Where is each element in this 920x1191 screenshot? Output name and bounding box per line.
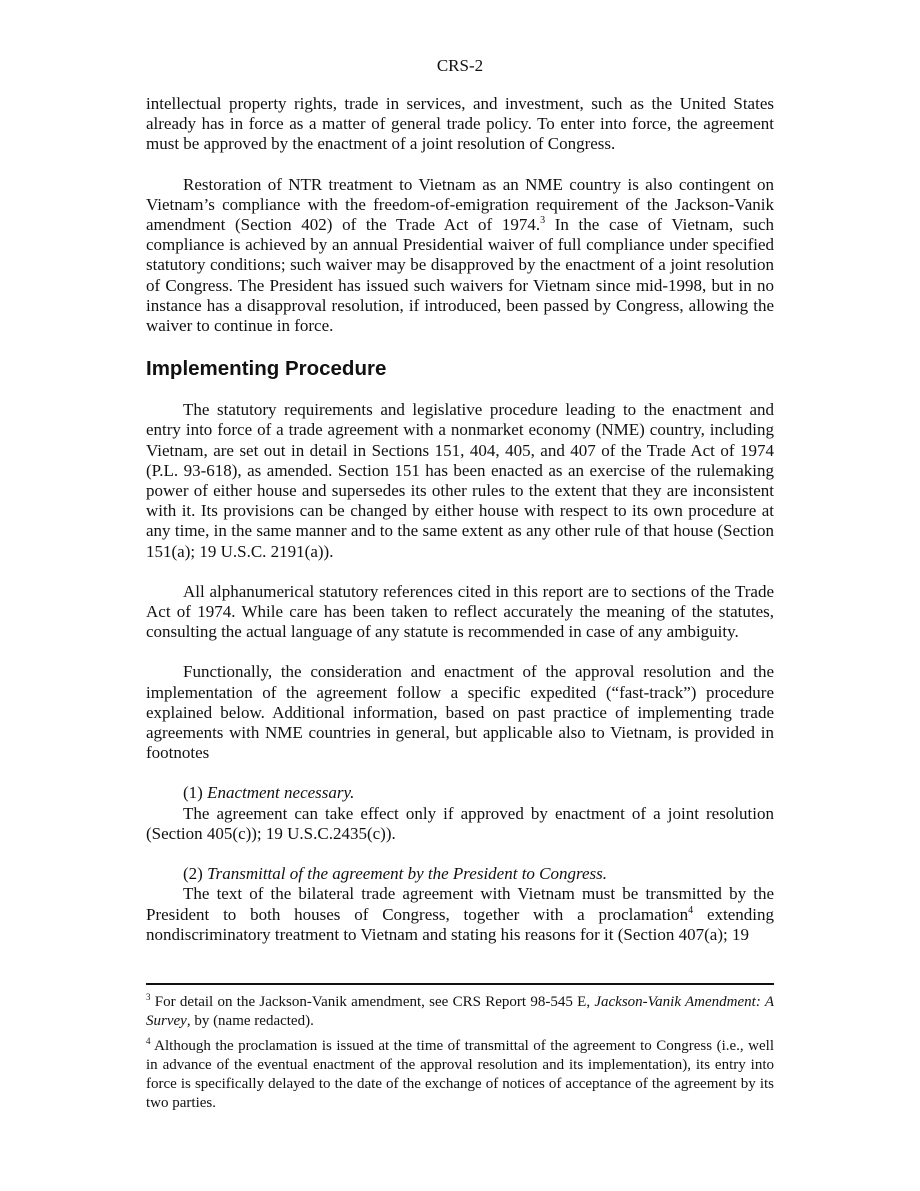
item-1-heading [146,783,774,803]
page-body [146,55,774,945]
footnote-text: , by (name redacted). [186,1013,314,1029]
footnote-reference-4[interactable]: 4 [688,904,694,916]
paragraph-continuation: intellectual property rights, trade in services, and investment, such as the United States already has in force as a matter of general trade policy. To enter into force, the agreement must be approved by the enactment of a joint resolution of Congress. [146,94,774,154]
paragraph-text: In the case of Vietnam, such compliance is achieved by an annual Presidential waiver of full compliance under specified statutory conditions; such waiver may be disapproved by the enactment of a joint resolution of Congress. The President has issued such waivers for Vietnam since mid-1998, but in no instance has a disapproval resolution, if introduced, been passed by Congress, allowing the waiver to continue in force. [146,215,774,336]
footnote-text: Although the proclamation is issued at the time of transmittal of the agreement to Congress (i.e., well in advance of the eventual enactment of the approval resolution and its implementation), its entry into force is specifically delayed to the date of the exchange of notices of acceptance of the agreement by its two parties. [146,1038,774,1111]
item-title: Transmittal of the agreement by the President to Congress. [207,864,608,884]
item-number: (2) [183,864,208,884]
section-heading: Implementing Procedure [146,357,387,381]
footnote-text: For detail on the Jackson-Vanik amendment, see CRS Report 98-545 E, [150,994,595,1010]
paragraph-text: Restoration of NTR treatment to Vietnam as an NME country is also contingent on Vietnam’s compliance with the freedom-of-emigration requirement of the Jackson-Vanik amendment (Section 402) of the Trade Act of 1974. [146,174,774,235]
item-number: (1) [183,783,208,803]
paragraph-references: All alphanumerical statutory references cited in this report are to sections of the Trade Act of 1974. While care has been taken to reflect accurately the meaning of the statutes, consulting the actual language of any statute is recommended in case of any ambiguity. [146,581,774,642]
footnote-4 [146,1037,774,1113]
item-2-heading [146,864,774,884]
item-2-text [146,884,774,945]
footnote-number: 3 [146,992,151,1002]
footnote-3 [146,993,774,1031]
footnote-number: 4 [146,1036,151,1046]
item-1-text: The agreement can take effect only if approved by enactment of a joint resolution (Section 405(c)); 19 U.S.C.2435(c)). [146,803,774,843]
paragraph-text: extending nondiscriminatory treatment to Vietnam and stating his reasons for it (Section 407(a); 19 [146,904,774,944]
paragraph-statutory-requirements: The statutory requirements and legislative procedure leading to the enactment and entry into force of a trade agreement with a nonmarket economy (NME) country, including Vietnam, are set out in detail in Sections 151, 404, 405, and 407 of the Trade Act of 1974 (P.L. 93-618), as amended. Section 151 has been enacted as an exercise of the rulemaking power of either house and supersedes its other rules to the extent that they are inconsistent with it. Its provisions can be changed by either house with respect to its own procedure at any time, in the same manner and to the same extent as any other rule of that house (Section 151(a); 19 U.S.C. 2191(a)). [146,400,774,561]
page-number: CRS-2 [436,56,484,75]
item-title: Enactment necessary. [207,783,355,803]
paragraph-ntr-restoration [146,175,774,337]
footnote-divider [146,983,774,985]
footnotes [146,993,774,1113]
paragraph-fast-track: Functionally, the consideration and enactment of the approval resolution and the implementation of the agreement follow a specific expedited (“fast-track”) procedure explained below. Additional information, based on past practice of implementing trade agreements with NME countries in general, but applicable also to Vietnam, is provided in footnotes [146,662,774,763]
paragraph-text: The text of the bilateral trade agreement with Vietnam must be transmitted by the President to both houses of Congress, together with a proclamation [146,884,774,924]
footnote-report-title: Jackson-Vanik Amendment: A Survey [146,994,774,1029]
footnote-reference-3[interactable]: 3 [540,215,546,227]
